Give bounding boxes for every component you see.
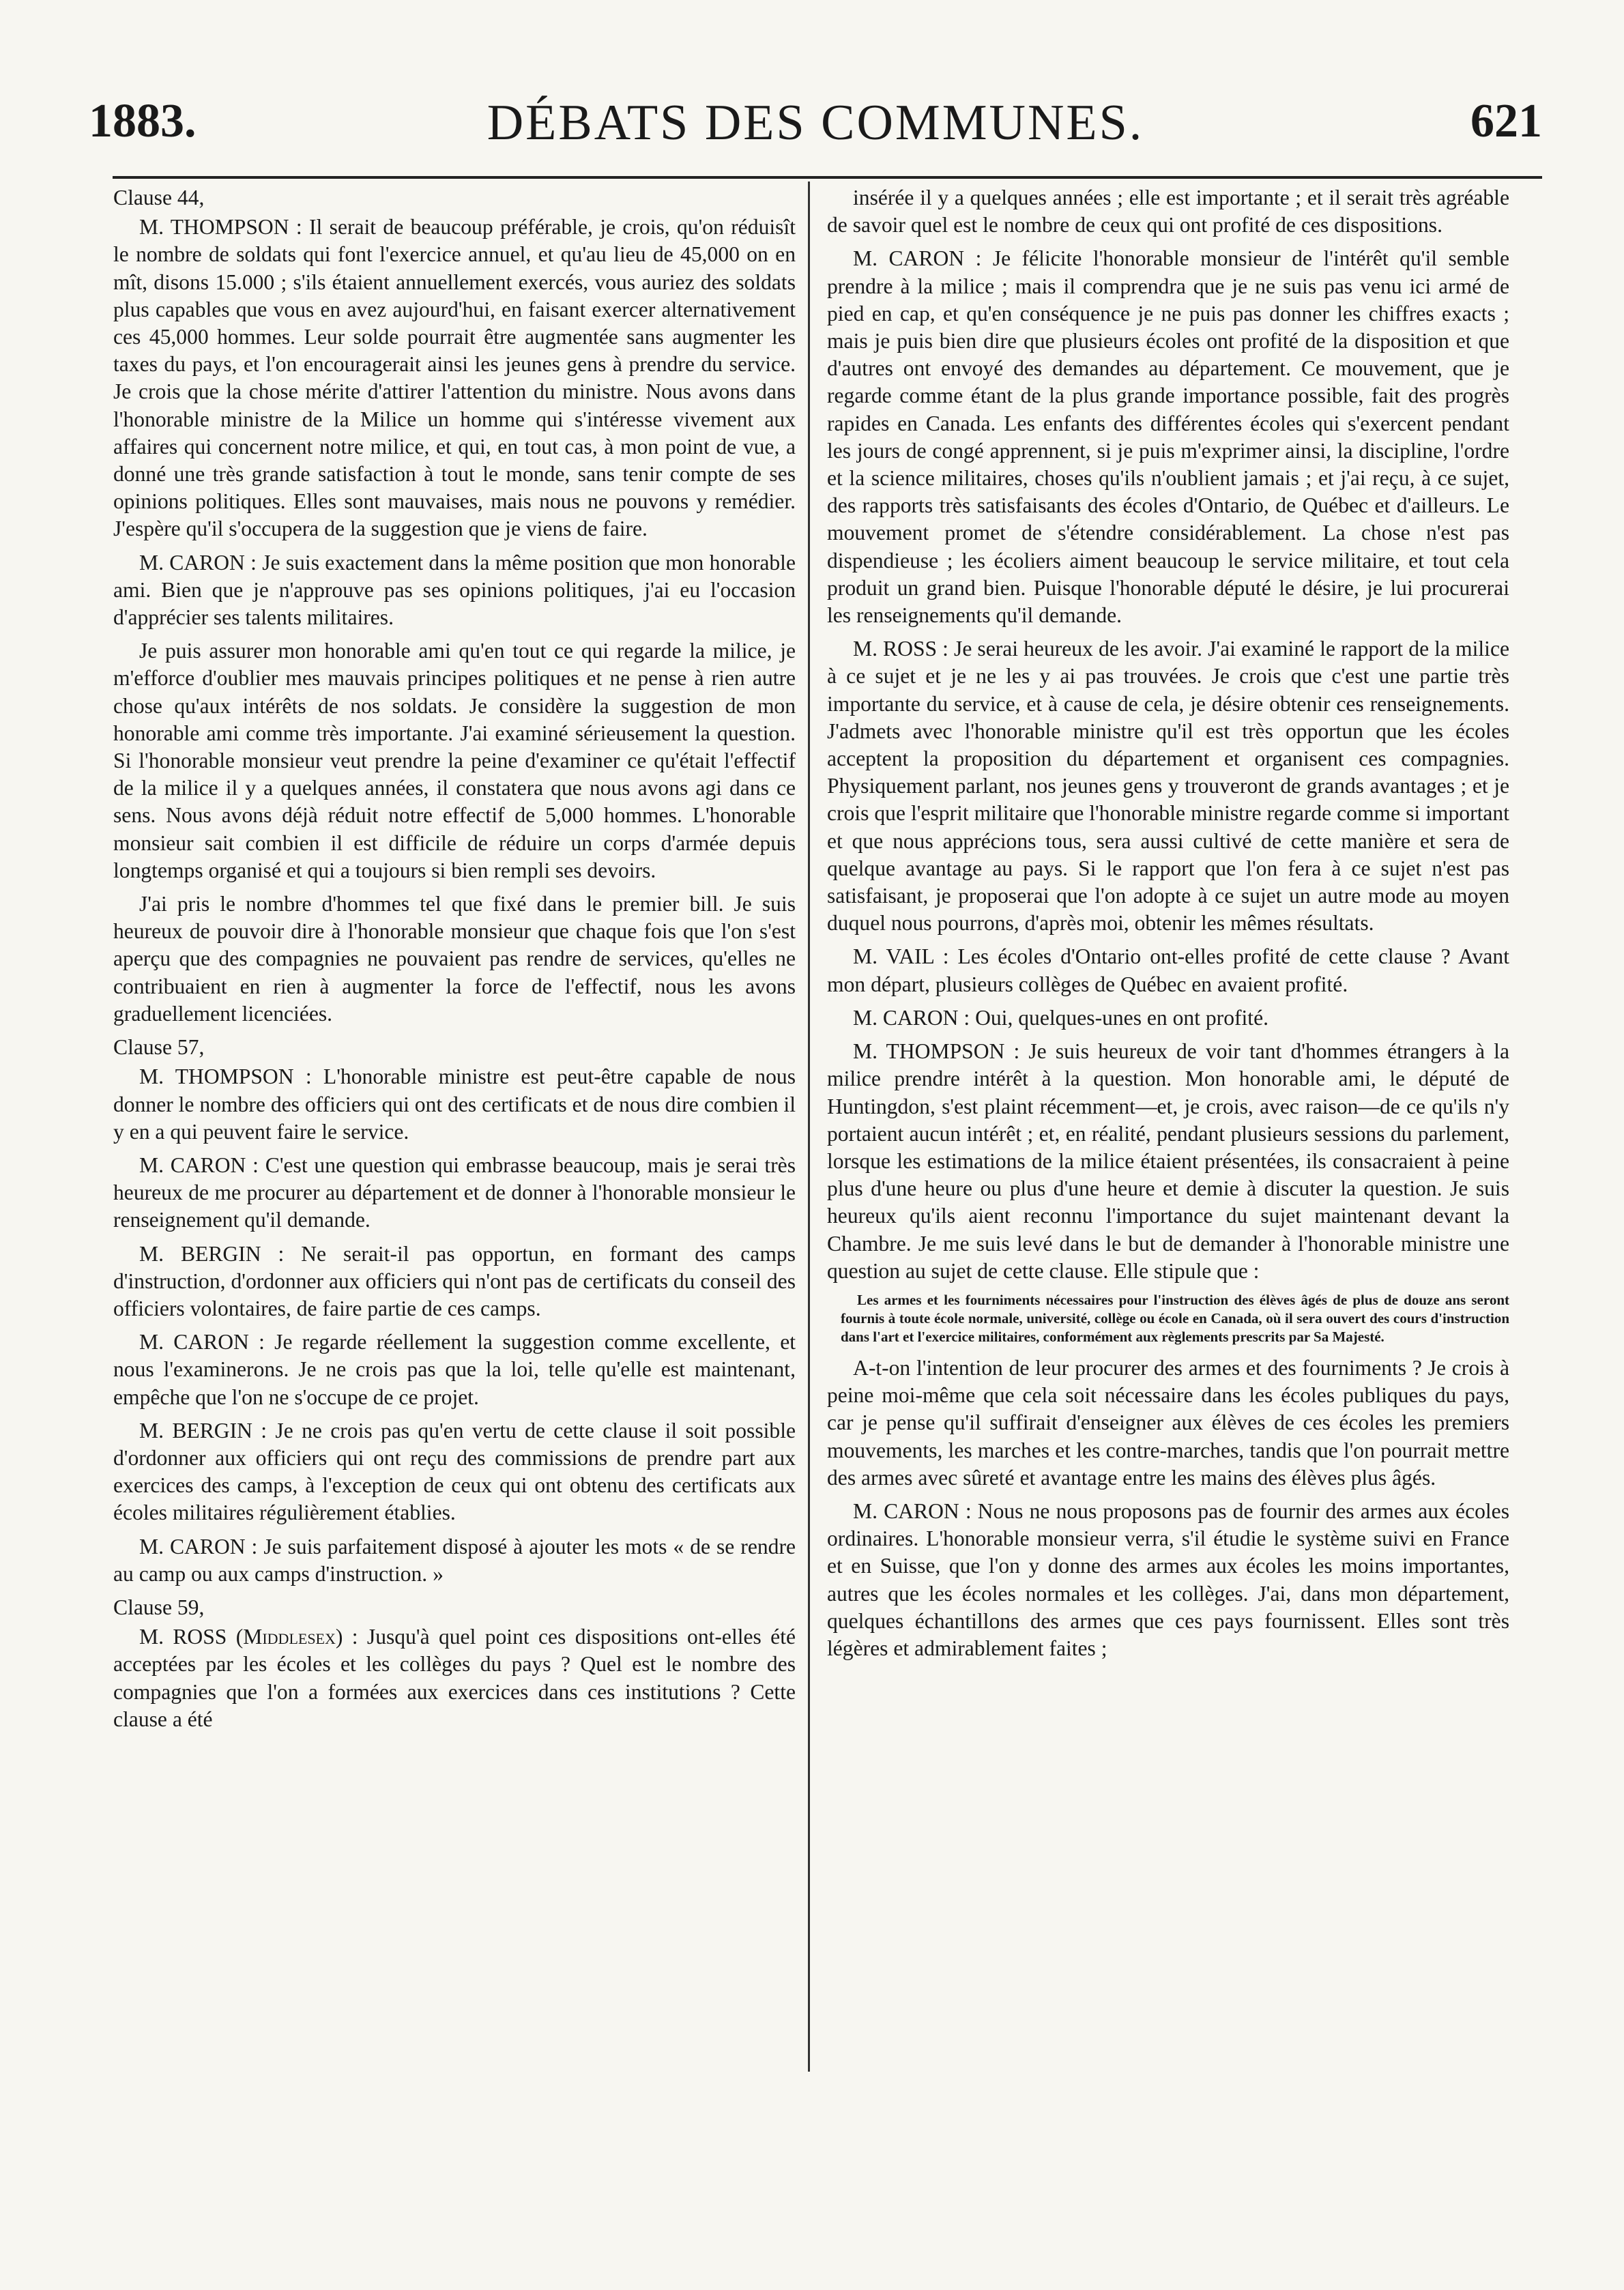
paragraph bbox=[113, 1623, 796, 1733]
paragraph-text: Je félicite l'honorable monsieur de l'intérêt qu'il semble prendre à la milice ; mais il comprendra que je ne suis pas venu ici armé de pied en cap, et qu'en conséquence je ne puis pas donner les chiffres exacts ; mais je puis bien dire que plusieurs écoles ont profité de la disposition et que d'autres ont envoyé des demandes au département. Ce mouvement, que je regarde comme étant de la plus grande importance possible, fait des progrès rapides en Canada. Les enfants des différentes écoles qui s'exercent pendant les jours de congé apprennent, si je puis m'exprimer ainsi, la discipline, l'ordre et la science militaires, choses qu'ils n'oublient jamais ; et j'ai reçu, à ce sujet, des rapports très satisfaisants des écoles d'Ontario, de Québec et d'ailleurs. Le mouvement promet de s'étendre considérablement. La chose n'est pas dispendieuse ; les écoliers aiment beaucoup le service militaire, et tout cela produit un grand bien. Puisque l'honorable député le désire, je lui procurerai les renseignements qu'il demande. bbox=[827, 246, 1509, 628]
speaker-name: M. CARON : bbox=[139, 1330, 265, 1354]
left-column bbox=[113, 184, 796, 2068]
page-number: 621 bbox=[1470, 95, 1542, 147]
paragraph bbox=[827, 184, 1509, 239]
header-rule bbox=[113, 176, 1542, 179]
speaker-name: M. CARON : bbox=[139, 1534, 258, 1559]
paragraph-text: J'ai pris le nombre d'hommes tel que fixé dans le premier bill. Je suis heureux de pouvoir dire à l'honorable monsieur que chaque fois que l'on s'est aperçu que des compagnies ne pouvaient pas rendre de services, qu'elles ne contribuaient en rien à augmenter la force de l'effectif, nous les avons graduellement licenciées. bbox=[113, 892, 796, 1026]
paragraph bbox=[113, 1533, 796, 1588]
paragraph-text: Nous ne nous proposons pas de fournir des armes aux écoles ordinaires. L'honorable monsieur verra, s'il étudie le système suivi en France et en Suisse, que l'on y donne des armes aux écoles les moins importantes, autres que les écoles normales et les collèges. J'ai, dans mon département, quelques échantillons des armes que ces pays fournissent. Elles sont très légères et admirablement faites ; bbox=[827, 1498, 1509, 1660]
paragraph bbox=[827, 1004, 1509, 1032]
paragraph bbox=[113, 1329, 796, 1411]
header-year: 1883. bbox=[89, 95, 197, 147]
column-divider bbox=[808, 182, 810, 2072]
right-column bbox=[827, 184, 1509, 2068]
speaker-name: M. THOMPSON : bbox=[139, 1064, 312, 1089]
paragraph-text: Il serait de beaucoup préférable, je crois, qu'on réduisît le nombre de soldats qui font l'exercice annuel, et qu'au lieu de 45,000 on en mît, disons 15.000 ; s'ils étaient annuellement exercés, vous auriez des soldats plus capables que vous en avez aujourd'hui, en faisant exercer alternativement ces 45,000 hommes. Leur solde pourrait être augmentée sans augmenter les taxes du pays, et l'on encouragerait ainsi les jeunes gens à prendre du service. Je crois que la chose mérite d'attirer l'attention du ministre. Nous avons dans l'honorable ministre de la Milice un homme qui s'intéresse vivement aux affaires qui concernent notre milice, et qui, en tout cas, à mon point de vue, a donné une très grande satisfaction à tout le monde, sans tenir compte de ses opinions politiques. Elles sont mauvaises, mais nous ne pouvons y remédier. J'espère qu'il s'occupera de la suggestion que je viens de faire. bbox=[113, 215, 796, 541]
speaker-name: M. CARON : bbox=[139, 550, 257, 575]
paragraph bbox=[827, 943, 1509, 998]
paragraph-text: Oui, quelques-unes en ont profité. bbox=[970, 1005, 1268, 1030]
clause-heading: Clause 57, bbox=[113, 1035, 205, 1060]
paragraph bbox=[113, 214, 796, 542]
speaker-name: M. CARON : bbox=[853, 1005, 970, 1030]
page-header bbox=[89, 89, 1542, 164]
paragraph bbox=[827, 245, 1509, 629]
paragraph-text: Les écoles d'Ontario ont-elles profité de cette clause ? Avant mon départ, plusieurs collèges de Québec en avaient profité. bbox=[827, 944, 1509, 996]
paragraph bbox=[827, 1498, 1509, 1662]
paragraph-text: Je suis heureux de voir tant d'hommes étrangers à la milice prendre intérêt à la question. Mon honorable ami, le député de Huntingdon, s'est plaint récemment—et, je crois, avec raison—de ce qu'ils n'y portaient aucun intérêt ; et, en réalité, pendant plusieurs sessions du parlement, lorsque les estimations de la milice étaient présentées, ils consacraient à peine plus d'une heure ou plus d'une heure et demie à discuter la question. Je suis heureux qu'ils aient reconnu l'importance du sujet maintenant devant la Chambre. Je me suis levé dans le but de demander à l'honorable ministre une question au sujet de cette clause. Elle stipule que : bbox=[827, 1039, 1509, 1283]
speaker-name: M. VAIL : bbox=[853, 944, 949, 969]
paragraph bbox=[827, 1038, 1509, 1285]
clause-heading: Clause 59, bbox=[113, 1595, 205, 1619]
paragraph bbox=[113, 549, 796, 632]
paragraph bbox=[827, 1354, 1509, 1492]
paragraph bbox=[113, 1241, 796, 1323]
paragraph-text: Jusqu'à quel point ces dispositions ont-elles été acceptées par les écoles et les collèges du pays ? Quel est le nombre des compagnies que l'on a formées aux exercices dans ces institutions ? Cette clause a été bbox=[113, 1625, 796, 1731]
speaker-name: M. ROSS (Middlesex) : bbox=[139, 1625, 358, 1649]
paragraph-text: Je suis exactement dans la même position que mon honorable ami. Bien que je n'approuve pas ses opinions politiques, j'ai eu l'occasion d'apprécier ses talents militaires. bbox=[113, 550, 796, 630]
paragraph bbox=[827, 635, 1509, 937]
paragraph-text: L'honorable ministre est peut-être capable de nous donner le nombre des officiers qui ont des certificats et de nous dire combien il y en a qui peuvent faire le service. bbox=[113, 1064, 796, 1144]
paragraph-text: Je serai heureux de les avoir. J'ai examiné le rapport de la milice à ce sujet et je ne les y ai pas trouvées. Je crois que c'est une partie très importante du service, et à cause de cela, je désire obtenir ces renseignements. J'admets avec l'honorable ministre qu'il est très opportun que les écoles acceptent la proposition du département et organisent ces compagnies. Physiquement parlant, nos jeunes gens y trouveront de grands avantages ; et je crois que l'esprit militaire que l'honorable ministre regarde comme si important et que nous apprécions tous, sera aussi cultivé de cette manière et sera de quelque avantage au pays. Si le rapport que l'on fera à ce sujet n'est pas satisfaisant, je proposerai que l'on adopte à ce sujet un autre mode au moyen duquel nous pourrons, d'après moi, obtenir les mêmes résultats. bbox=[827, 637, 1509, 936]
speaker-name: M. CARON : bbox=[139, 1153, 259, 1177]
speaker-name: M. THOMPSON : bbox=[853, 1039, 1020, 1064]
quoted-clause-text: Les armes et les fourniments nécessaires pour l'instruction des élèves âgés de plus de douze ans seront fournis à toute école normale, université, collège ou école en Canada, où il sera ouvert des cours d'instruction dans l'art et l'exercice militaires, conformément aux règlements prescrits par Sa Majesté. bbox=[841, 1291, 1509, 1345]
speaker-name: M. ROSS : bbox=[853, 637, 948, 661]
paragraph-text: Je regarde réellement la suggestion comme excellente, et nous l'examinerons. Je ne crois pas que la loi, telle qu'elle est maintenant, empêche que l'on ne s'occupe de ce projet. bbox=[113, 1330, 796, 1409]
header-title: DÉBATS DES COMMUNES. bbox=[487, 95, 1144, 151]
paragraph-text: Je ne crois pas qu'en vertu de cette clause il soit possible d'ordonner aux officiers qui ont reçu des commissions de prendre part aux exercices des camps, à l'exception de ceux qui ont obtenu des certificats aux écoles militaires régulièrement établies. bbox=[113, 1418, 796, 1525]
clause-heading: Clause 44, bbox=[113, 186, 205, 209]
paragraph bbox=[113, 1152, 796, 1234]
paragraph bbox=[113, 1417, 796, 1527]
paragraph bbox=[113, 890, 796, 1028]
paragraph-text: A-t-on l'intention de leur procurer des armes et des fourniments ? Je crois à peine moi-même que cela soit nécessaire dans les écoles publiques du pays, car je pense qu'il suffirait d'enseigner aux élèves de ces écoles les premiers mouvements, les marches et les contre-marches, tandis que l'on pourrait mettre des armes avec sûreté et avantage entre les mains des élèves plus âgés. bbox=[827, 1355, 1509, 1490]
paragraph bbox=[113, 637, 796, 884]
speaker-name: M. BERGIN : bbox=[139, 1418, 267, 1443]
paragraph bbox=[113, 1063, 796, 1146]
paragraph-text: Ne serait-il pas opportun, en formant des camps d'instruction, d'ordonner aux officiers qui n'ont pas de certificats du conseil des officiers volontaires, de faire partie de ces camps. bbox=[113, 1241, 796, 1320]
paragraph-text: C'est une question qui embrasse beaucoup, mais je serai très heureux de me procurer au département et de donner à l'honorable monsieur le renseignement qu'il demande. bbox=[113, 1153, 796, 1232]
paragraph-text: insérée il y a quelques années ; elle est importante ; et il serait très agréable de savoir quel est le nombre de ceux qui ont profité de ces dispositions. bbox=[827, 186, 1509, 237]
speaker-name: M. THOMPSON : bbox=[139, 215, 302, 240]
speaker-name: M. BERGIN : bbox=[139, 1241, 285, 1266]
speaker-name: M. CARON : bbox=[853, 1498, 972, 1523]
speaker-name: M. CARON : bbox=[853, 246, 982, 271]
paragraph-text: Je suis parfaitement disposé à ajouter les mots « de se rendre au camp ou aux camps d'instruction. » bbox=[113, 1534, 796, 1586]
paragraph-text: Je puis assurer mon honorable ami qu'en tout ce qui regarde la milice, je m'efforce d'oublier mes mauvais principes politiques et ne pense à rien autre chose qu'aux intérêts de nos soldats. Je considère la suggestion de mon honorable ami comme très importante. J'ai examiné sérieusement la question. Si l'honorable monsieur veut prendre la peine d'examiner ce qu'était l'effectif de la milice il y a quelques années, il constatera que nous avons agi dans ce sens. Nous avons déjà réduit notre effectif de 5,000 hommes. L'honorable monsieur sait combien il est difficile de réduire un corps d'armée depuis longtemps organisé et qui a toujours si bien rempli ses devoirs. bbox=[113, 639, 796, 882]
